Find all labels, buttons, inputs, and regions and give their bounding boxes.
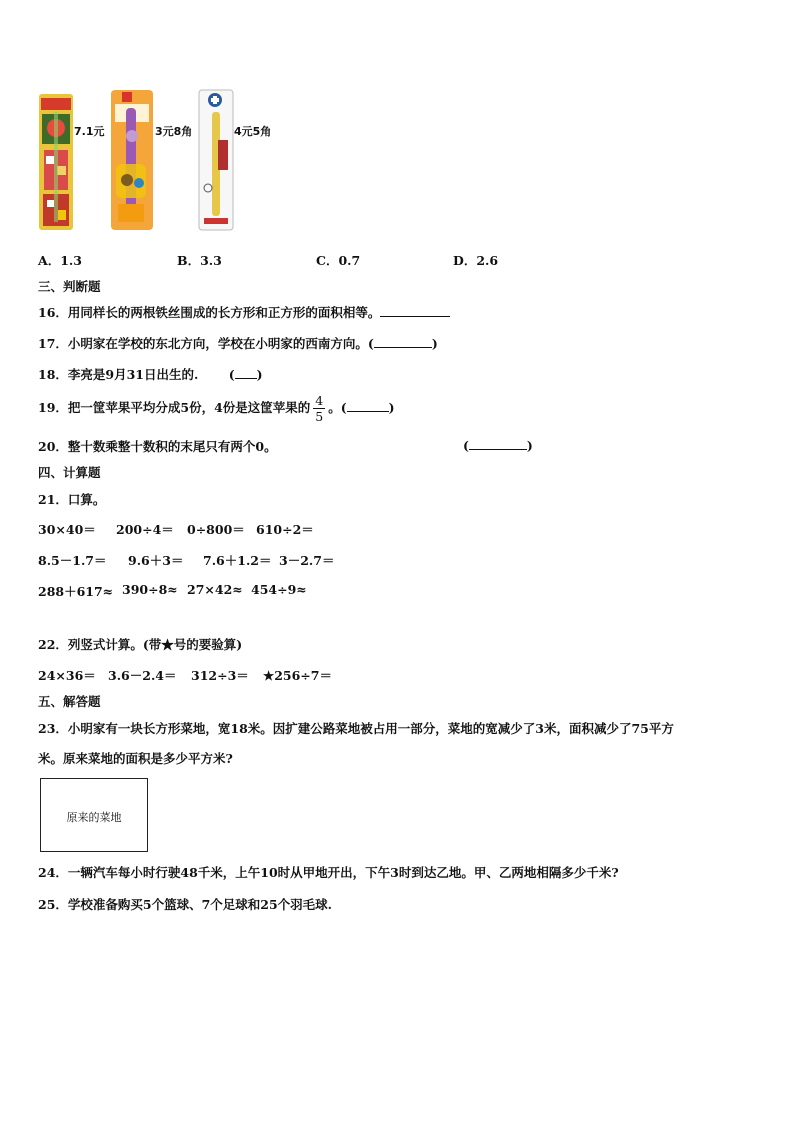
question-19-text: 19．把一筐苹果平均分成5份，4份是这筐苹果的 (38, 400, 311, 415)
calc-item: 390÷8≈ (122, 582, 178, 597)
question-20-open: ( (463, 438, 469, 453)
option-d: D．2.6 (453, 253, 499, 268)
question-20-close: ) (526, 438, 533, 453)
question-18-open: ( (228, 367, 235, 382)
question-17 (38, 334, 438, 352)
option-c: C．0.7 (316, 253, 361, 268)
fraction-numerator: 4 (315, 393, 324, 408)
question-20-text: 20．整十数乘整十数积的末尾只有两个0。 (38, 439, 277, 454)
toothbrush-red-image (38, 92, 74, 232)
question-19-close: ) (388, 400, 395, 415)
question-18 (38, 365, 263, 383)
garden-diagram-label: 原来的菜地 (66, 811, 122, 824)
question-23-line-1: 23．小明家有一块长方形菜地，宽18米。因扩建公路菜地被占用一部分，菜地的宽减少了3米，面积减少了75平方 (38, 721, 674, 736)
section-heading-3: 三、判断题 (38, 279, 101, 294)
question-25: 25．学校准备购买5个篮球、7个足球和25个羽毛球. (38, 897, 333, 912)
vertical-calc-item: 312÷3＝ (191, 668, 249, 683)
question-21: 21．口算。 (38, 492, 106, 507)
question-23-line-2: 米。原来菜地的面积是多少平方米? (38, 751, 233, 766)
question-18-text: 18．李亮是9月31日出生的. (38, 367, 199, 382)
vertical-calc-item: 24×36＝ (38, 668, 96, 683)
question-16 (38, 303, 450, 321)
toothbrush-purple-image (110, 88, 154, 232)
price-label-1: 7.1元 (74, 125, 105, 138)
answer-blank-16[interactable] (380, 304, 450, 317)
question-20-answer (463, 437, 533, 453)
toothbrush-yellow-image (198, 88, 234, 232)
option-b: B．3.3 (177, 253, 222, 268)
question-22: 22．列竖式计算。(带★号的要验算) (38, 637, 243, 652)
question-24: 24．一辆汽车每小时行驶48千米，上午10时从甲地开出，下午3时到达乙地。甲、乙两地相隔多少千米? (38, 865, 619, 880)
question-20 (38, 437, 277, 455)
answer-blank-17[interactable] (374, 335, 432, 348)
answer-blank-20[interactable] (469, 437, 527, 450)
question-19-open: 。( (328, 400, 347, 415)
calc-item: 30×40＝ (38, 522, 96, 537)
question-18-close: ) (256, 367, 263, 382)
price-label-2: 3元8角 (155, 125, 193, 138)
calc-item: 3－2.7＝ (279, 553, 335, 568)
garden-diagram (40, 778, 148, 852)
question-17-text: 17．小明家在学校的东北方向，学校在小明家的西南方向。( (38, 336, 374, 351)
calc-item: 454÷9≈ (251, 582, 307, 597)
question-16-text: 16．用同样长的两根铁丝围成的长方形和正方形的面积相等。 (38, 305, 381, 320)
answer-blank-19[interactable] (347, 399, 389, 412)
question-17-close: ) (431, 336, 438, 351)
calc-item: 8.5－1.7＝ (38, 553, 107, 568)
fraction-denominator: 5 (315, 409, 324, 424)
vertical-calc-item: ★256÷7＝ (263, 668, 332, 683)
price-label-3: 4元5角 (234, 125, 272, 138)
vertical-calc-item: 3.6－2.4＝ (108, 668, 177, 683)
section-heading-4: 四、计算题 (38, 465, 101, 480)
calc-item: 9.6＋3＝ (128, 553, 184, 568)
section-heading-5: 五、解答题 (38, 694, 101, 709)
calc-item: 610÷2＝ (256, 522, 314, 537)
calc-item: 27×42≈ (187, 582, 243, 597)
answer-blank-18[interactable] (235, 366, 257, 379)
calc-item: 0÷800＝ (187, 522, 245, 537)
calc-item: 288＋617≈ (38, 584, 114, 599)
calc-item: 200÷4＝ (116, 522, 174, 537)
fraction-4-5 (313, 393, 325, 424)
question-19 (38, 393, 395, 424)
calc-item: 7.6＋1.2＝ (203, 553, 272, 568)
option-a: A．1.3 (38, 253, 82, 268)
